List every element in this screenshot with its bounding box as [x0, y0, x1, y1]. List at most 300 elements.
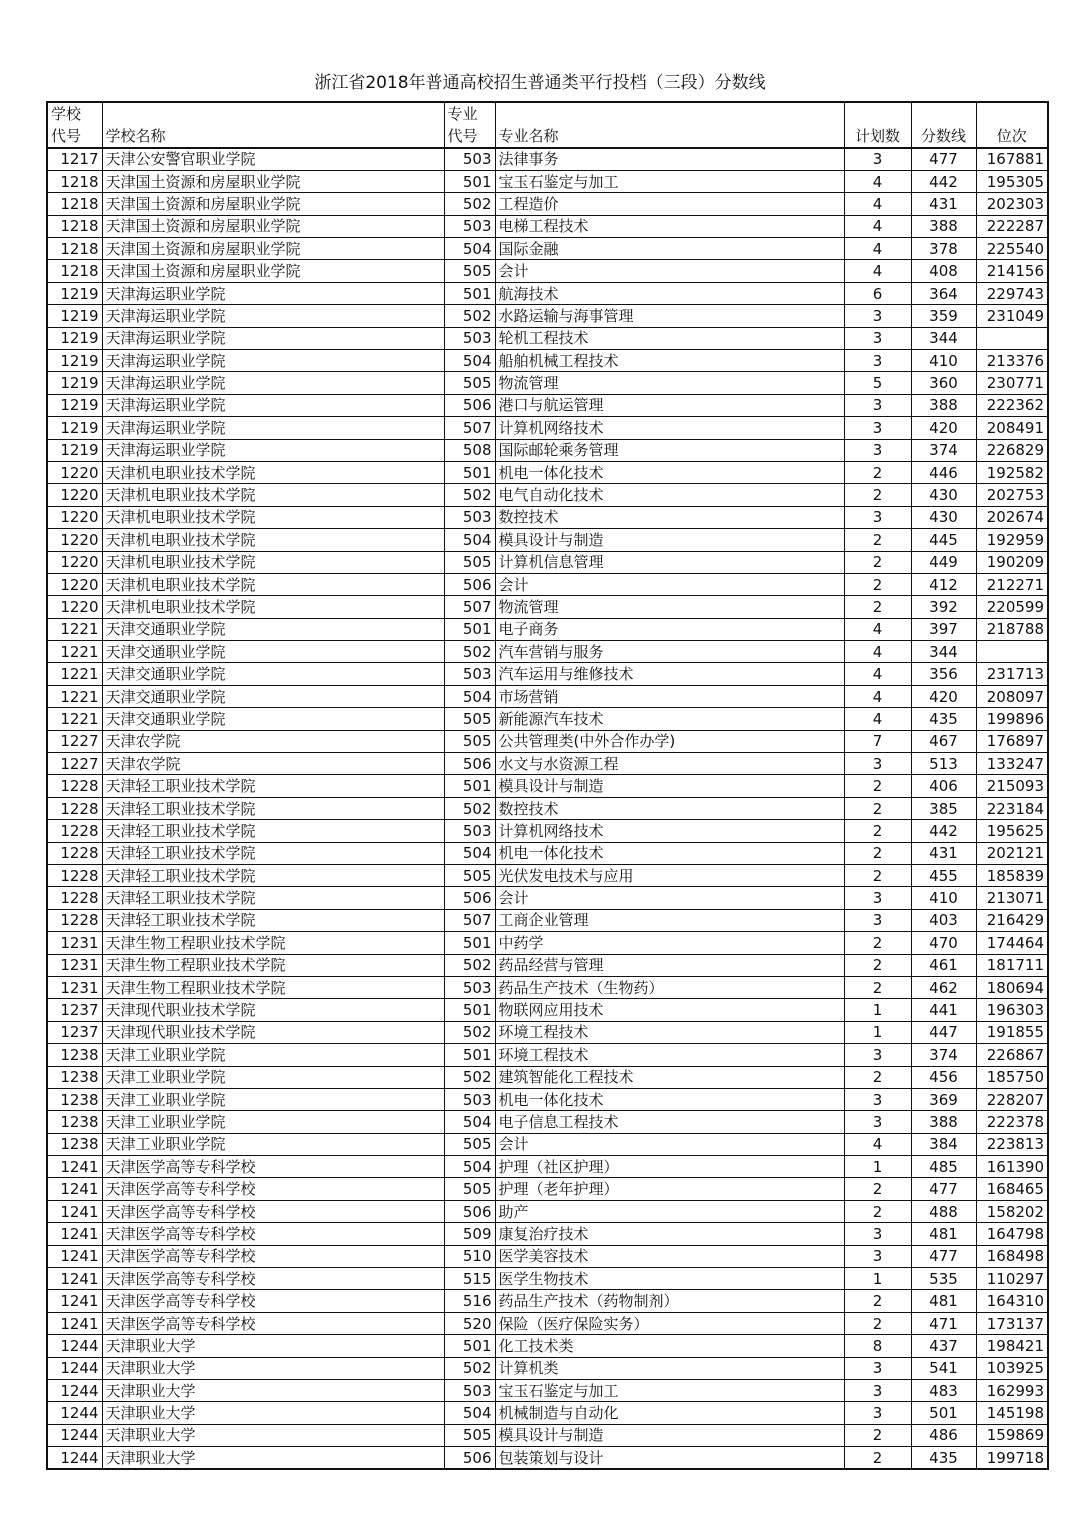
table-row — [47, 887, 1048, 909]
major-code-cell: 506 — [444, 1200, 495, 1222]
major-code-cell: 504 — [444, 1111, 495, 1133]
major-name-cell: 港口与航运管理 — [495, 394, 844, 416]
major-code-cell: 506 — [444, 1447, 495, 1469]
table-row — [47, 1268, 1048, 1290]
plan-count-cell: 3 — [844, 887, 911, 909]
major-code-cell: 503 — [444, 506, 495, 528]
major-code-cell: 520 — [444, 1312, 495, 1334]
school-name-cell: 天津医学高等专科学校 — [102, 1312, 444, 1334]
score-line-cell: 437 — [911, 1335, 976, 1357]
table-row — [47, 865, 1048, 887]
school-code-cell: 1228 — [47, 865, 102, 887]
school-code-cell: 1220 — [47, 506, 102, 528]
plan-count-cell: 7 — [844, 730, 911, 752]
table-row — [47, 1178, 1048, 1200]
rank-cell: 223184 — [976, 797, 1048, 819]
school-name-cell: 天津机电职业技术学院 — [102, 506, 444, 528]
table-row — [47, 372, 1048, 394]
score-line-cell: 513 — [911, 753, 976, 775]
table-row — [47, 753, 1048, 775]
plan-count-cell: 8 — [844, 1335, 911, 1357]
school-name-cell: 天津工业职业学院 — [102, 1044, 444, 1066]
major-name-cell: 机电一体化技术 — [495, 1088, 844, 1110]
table-row — [47, 618, 1048, 640]
plan-count-cell: 4 — [844, 1133, 911, 1155]
table-row — [47, 238, 1048, 260]
score-line-cell: 481 — [911, 1223, 976, 1245]
score-line-cell: 477 — [911, 1178, 976, 1200]
table-row — [47, 573, 1048, 595]
score-line-cell: 403 — [911, 909, 976, 931]
major-name-cell: 模具设计与制造 — [495, 529, 844, 551]
table-row — [47, 1447, 1048, 1469]
school-code-cell: 1241 — [47, 1245, 102, 1267]
major-code-cell: 501 — [444, 461, 495, 483]
score-line-cell: 455 — [911, 865, 976, 887]
major-code-cell: 505 — [444, 708, 495, 730]
header-row — [47, 102, 1048, 148]
score-line-cell: 471 — [911, 1312, 976, 1334]
plan-count-cell: 2 — [844, 842, 911, 864]
plan-count-cell: 3 — [844, 1223, 911, 1245]
score-line-cell: 344 — [911, 327, 976, 349]
table-row — [47, 663, 1048, 685]
major-name-cell: 建筑智能化工程技术 — [495, 1066, 844, 1088]
school-name-cell: 天津工业职业学院 — [102, 1066, 444, 1088]
major-code-cell: 503 — [444, 215, 495, 237]
major-code-cell: 505 — [444, 551, 495, 573]
school-code-cell: 1219 — [47, 394, 102, 416]
table-row — [47, 1379, 1048, 1401]
school-name-cell: 天津农学院 — [102, 753, 444, 775]
school-name-cell: 天津医学高等专科学校 — [102, 1200, 444, 1222]
school-name-cell: 天津职业大学 — [102, 1424, 444, 1446]
plan-count-cell: 3 — [844, 439, 911, 461]
major-code-cell: 506 — [444, 573, 495, 595]
plan-count-cell: 6 — [844, 282, 911, 304]
major-code-cell: 505 — [444, 730, 495, 752]
rank-cell: 202674 — [976, 506, 1048, 528]
table-row — [47, 148, 1048, 170]
school-code-cell: 1231 — [47, 976, 102, 998]
school-name-cell: 天津海运职业学院 — [102, 305, 444, 327]
major-name-cell: 会计 — [495, 260, 844, 282]
major-name-cell: 轮机工程技术 — [495, 327, 844, 349]
table-row — [47, 417, 1048, 439]
score-line-cell: 430 — [911, 506, 976, 528]
rank-cell: 158202 — [976, 1200, 1048, 1222]
table-row — [47, 1402, 1048, 1424]
major-name-cell: 计算机类 — [495, 1357, 844, 1379]
school-code-cell: 1237 — [47, 1021, 102, 1043]
school-name-cell: 天津工业职业学院 — [102, 1133, 444, 1155]
major-name-cell: 药品经营与管理 — [495, 954, 844, 976]
table-row — [47, 1312, 1048, 1334]
school-code-cell: 1241 — [47, 1223, 102, 1245]
score-line-cell: 406 — [911, 775, 976, 797]
school-name-cell: 天津国土资源和房屋职业学院 — [102, 193, 444, 215]
school-name-cell: 天津公安警官职业学院 — [102, 148, 444, 170]
plan-count-cell: 3 — [844, 753, 911, 775]
score-line-cell: 445 — [911, 529, 976, 551]
score-line-cell: 430 — [911, 484, 976, 506]
rank-cell: 214156 — [976, 260, 1048, 282]
major-name-cell: 机电一体化技术 — [495, 461, 844, 483]
school-code-cell: 1221 — [47, 641, 102, 663]
major-name-cell: 模具设计与制造 — [495, 1424, 844, 1446]
rank-cell — [976, 641, 1048, 663]
score-line-cell: 378 — [911, 238, 976, 260]
rank-cell: 225540 — [976, 238, 1048, 260]
major-code-cell: 509 — [444, 1223, 495, 1245]
score-line-cell: 461 — [911, 954, 976, 976]
major-code-cell: 502 — [444, 1066, 495, 1088]
table-row — [47, 1021, 1048, 1043]
school-code-cell: 1219 — [47, 439, 102, 461]
major-code-cell: 507 — [444, 417, 495, 439]
rank-cell: 212271 — [976, 573, 1048, 595]
rank-cell: 133247 — [976, 753, 1048, 775]
school-name-cell: 天津交通职业学院 — [102, 663, 444, 685]
major-code-cell: 516 — [444, 1290, 495, 1312]
major-code-cell: 505 — [444, 372, 495, 394]
score-line-cell: 477 — [911, 148, 976, 170]
major-name-cell: 汽车营销与服务 — [495, 641, 844, 663]
major-name-cell: 药品生产技术（生物药） — [495, 976, 844, 998]
school-name-cell: 天津医学高等专科学校 — [102, 1245, 444, 1267]
major-code-cell: 502 — [444, 1357, 495, 1379]
major-name-cell: 医学生物技术 — [495, 1268, 844, 1290]
major-name-cell: 环境工程技术 — [495, 1044, 844, 1066]
school-name-cell: 天津海运职业学院 — [102, 439, 444, 461]
major-name-cell: 数控技术 — [495, 797, 844, 819]
score-line-cell: 449 — [911, 551, 976, 573]
score-line-cell: 431 — [911, 193, 976, 215]
plan-count-cell: 2 — [844, 976, 911, 998]
rank-cell: 231713 — [976, 663, 1048, 685]
school-code-cell: 1238 — [47, 1088, 102, 1110]
rank-cell: 215093 — [976, 775, 1048, 797]
major-code-cell: 504 — [444, 1402, 495, 1424]
school-code-cell: 1241 — [47, 1178, 102, 1200]
score-line-cell: 408 — [911, 260, 976, 282]
major-name-cell: 新能源汽车技术 — [495, 708, 844, 730]
school-code-cell: 1217 — [47, 148, 102, 170]
school-name-cell: 天津轻工职业技术学院 — [102, 775, 444, 797]
major-name-cell: 电气自动化技术 — [495, 484, 844, 506]
major-code-cell: 504 — [444, 842, 495, 864]
plan-count-cell: 3 — [844, 1379, 911, 1401]
plan-count-cell: 3 — [844, 350, 911, 372]
rank-cell: 174464 — [976, 932, 1048, 954]
rank-cell — [976, 327, 1048, 349]
plan-count-cell: 2 — [844, 1424, 911, 1446]
school-code-cell: 1220 — [47, 461, 102, 483]
rank-cell: 228207 — [976, 1088, 1048, 1110]
major-code-cell: 501 — [444, 1335, 495, 1357]
score-line-cell: 356 — [911, 663, 976, 685]
rank-cell: 145198 — [976, 1402, 1048, 1424]
major-name-cell: 宝玉石鉴定与加工 — [495, 1379, 844, 1401]
score-line-cell: 441 — [911, 999, 976, 1021]
major-code-cell: 504 — [444, 529, 495, 551]
score-line-cell: 359 — [911, 305, 976, 327]
major-name-cell: 模具设计与制造 — [495, 775, 844, 797]
plan-count-cell: 3 — [844, 305, 911, 327]
rank-cell: 226867 — [976, 1044, 1048, 1066]
major-name-cell: 会计 — [495, 887, 844, 909]
score-line-cell: 397 — [911, 618, 976, 640]
plan-count-cell: 3 — [844, 148, 911, 170]
school-name-cell: 天津海运职业学院 — [102, 282, 444, 304]
plan-count-cell: 3 — [844, 1357, 911, 1379]
school-code-cell: 1220 — [47, 529, 102, 551]
rank-cell: 195305 — [976, 170, 1048, 192]
major-name-cell: 护理（老年护理） — [495, 1178, 844, 1200]
rank-cell: 202303 — [976, 193, 1048, 215]
score-line-cell: 344 — [911, 641, 976, 663]
school-code-cell: 1228 — [47, 909, 102, 931]
score-line-cell: 410 — [911, 887, 976, 909]
school-name-cell: 天津轻工职业技术学院 — [102, 909, 444, 931]
school-name-cell: 天津交通职业学院 — [102, 708, 444, 730]
plan-count-cell: 2 — [844, 932, 911, 954]
rank-cell: 222287 — [976, 215, 1048, 237]
table-row — [47, 596, 1048, 618]
table-row — [47, 1156, 1048, 1178]
major-code-cell: 504 — [444, 1156, 495, 1178]
major-name-cell: 国际金融 — [495, 238, 844, 260]
table-row — [47, 394, 1048, 416]
rank-cell: 196303 — [976, 999, 1048, 1021]
table-row — [47, 641, 1048, 663]
table-row — [47, 1223, 1048, 1245]
plan-count-cell: 5 — [844, 372, 911, 394]
school-code-cell: 1220 — [47, 596, 102, 618]
school-code-cell: 1241 — [47, 1200, 102, 1222]
school-name-cell: 天津医学高等专科学校 — [102, 1178, 444, 1200]
major-code-cell: 501 — [444, 932, 495, 954]
score-table — [46, 101, 1049, 1470]
rank-cell: 185839 — [976, 865, 1048, 887]
school-name-cell: 天津工业职业学院 — [102, 1111, 444, 1133]
table-row — [47, 775, 1048, 797]
rank-cell: 195625 — [976, 820, 1048, 842]
rank-cell: 192959 — [976, 529, 1048, 551]
plan-count-cell: 4 — [844, 215, 911, 237]
major-name-cell: 康复治疗技术 — [495, 1223, 844, 1245]
table-row — [47, 551, 1048, 573]
header-school-code: 学校 代号 — [47, 102, 102, 148]
score-line-cell: 483 — [911, 1379, 976, 1401]
major-name-cell: 市场营销 — [495, 685, 844, 707]
plan-count-cell: 2 — [844, 954, 911, 976]
score-line-cell: 486 — [911, 1424, 976, 1446]
table-row — [47, 1066, 1048, 1088]
school-name-cell: 天津海运职业学院 — [102, 394, 444, 416]
table-row — [47, 685, 1048, 707]
school-name-cell: 天津医学高等专科学校 — [102, 1290, 444, 1312]
major-code-cell: 504 — [444, 350, 495, 372]
table-row — [47, 327, 1048, 349]
school-code-cell: 1218 — [47, 215, 102, 237]
score-line-cell: 467 — [911, 730, 976, 752]
table-row — [47, 1200, 1048, 1222]
school-code-cell: 1244 — [47, 1424, 102, 1446]
score-line-cell: 488 — [911, 1200, 976, 1222]
major-code-cell: 502 — [444, 797, 495, 819]
score-line-cell: 462 — [911, 976, 976, 998]
school-code-cell: 1241 — [47, 1312, 102, 1334]
school-code-cell: 1221 — [47, 618, 102, 640]
rank-cell: 230771 — [976, 372, 1048, 394]
rank-cell: 159869 — [976, 1424, 1048, 1446]
table-row — [47, 820, 1048, 842]
major-code-cell: 502 — [444, 954, 495, 976]
plan-count-cell: 3 — [844, 1111, 911, 1133]
major-code-cell: 502 — [444, 1021, 495, 1043]
rank-cell: 199718 — [976, 1447, 1048, 1469]
major-code-cell: 515 — [444, 1268, 495, 1290]
table-row — [47, 260, 1048, 282]
plan-count-cell: 3 — [844, 394, 911, 416]
school-code-cell: 1228 — [47, 775, 102, 797]
school-name-cell: 天津机电职业技术学院 — [102, 529, 444, 551]
table-row — [47, 439, 1048, 461]
major-name-cell: 物联网应用技术 — [495, 999, 844, 1021]
major-name-cell: 环境工程技术 — [495, 1021, 844, 1043]
school-code-cell: 1228 — [47, 887, 102, 909]
score-line-cell: 392 — [911, 596, 976, 618]
plan-count-cell: 4 — [844, 170, 911, 192]
score-line-cell: 446 — [911, 461, 976, 483]
major-name-cell: 化工技术类 — [495, 1335, 844, 1357]
school-name-cell: 天津轻工职业技术学院 — [102, 842, 444, 864]
school-code-cell: 1231 — [47, 954, 102, 976]
school-code-cell: 1218 — [47, 238, 102, 260]
plan-count-cell: 2 — [844, 1200, 911, 1222]
score-line-cell: 369 — [911, 1088, 976, 1110]
score-line-cell: 442 — [911, 170, 976, 192]
rank-cell: 222378 — [976, 1111, 1048, 1133]
rank-cell: 213376 — [976, 350, 1048, 372]
major-name-cell: 水路运输与海事管理 — [495, 305, 844, 327]
school-code-cell: 1238 — [47, 1133, 102, 1155]
major-code-cell: 503 — [444, 148, 495, 170]
plan-count-cell: 3 — [844, 1088, 911, 1110]
table-row — [47, 461, 1048, 483]
table-row — [47, 1245, 1048, 1267]
major-code-cell: 502 — [444, 305, 495, 327]
rank-cell: 229743 — [976, 282, 1048, 304]
school-code-cell: 1220 — [47, 573, 102, 595]
school-name-cell: 天津生物工程职业技术学院 — [102, 932, 444, 954]
table-row — [47, 954, 1048, 976]
header-major-code: 专业 代号 — [444, 102, 495, 148]
school-name-cell: 天津轻工职业技术学院 — [102, 820, 444, 842]
plan-count-cell: 4 — [844, 663, 911, 685]
table-row — [47, 797, 1048, 819]
plan-count-cell: 3 — [844, 909, 911, 931]
school-code-cell: 1231 — [47, 932, 102, 954]
rank-cell: 198421 — [976, 1335, 1048, 1357]
school-code-cell: 1237 — [47, 999, 102, 1021]
score-line-cell: 384 — [911, 1133, 976, 1155]
school-code-cell: 1219 — [47, 372, 102, 394]
major-code-cell: 501 — [444, 170, 495, 192]
school-code-cell: 1244 — [47, 1379, 102, 1401]
table-row — [47, 193, 1048, 215]
major-name-cell: 助产 — [495, 1200, 844, 1222]
school-name-cell: 天津海运职业学院 — [102, 327, 444, 349]
school-code-cell: 1238 — [47, 1066, 102, 1088]
school-name-cell: 天津医学高等专科学校 — [102, 1156, 444, 1178]
school-name-cell: 天津机电职业技术学院 — [102, 461, 444, 483]
school-code-cell: 1228 — [47, 842, 102, 864]
table-row — [47, 305, 1048, 327]
major-code-cell: 506 — [444, 887, 495, 909]
major-code-cell: 503 — [444, 1088, 495, 1110]
school-code-cell: 1219 — [47, 350, 102, 372]
major-name-cell: 会计 — [495, 1133, 844, 1155]
school-name-cell: 天津交通职业学院 — [102, 641, 444, 663]
major-name-cell: 公共管理类(中外合作办学) — [495, 730, 844, 752]
plan-count-cell: 2 — [844, 529, 911, 551]
major-code-cell: 501 — [444, 282, 495, 304]
school-code-cell: 1244 — [47, 1335, 102, 1357]
score-line-cell: 420 — [911, 417, 976, 439]
rank-cell: 220599 — [976, 596, 1048, 618]
school-code-cell: 1219 — [47, 282, 102, 304]
school-code-cell: 1244 — [47, 1447, 102, 1469]
score-line-cell: 374 — [911, 1044, 976, 1066]
school-name-cell: 天津交通职业学院 — [102, 685, 444, 707]
major-code-cell: 503 — [444, 820, 495, 842]
rank-cell: 191855 — [976, 1021, 1048, 1043]
rank-cell: 173137 — [976, 1312, 1048, 1334]
school-code-cell: 1218 — [47, 170, 102, 192]
score-line-cell: 360 — [911, 372, 976, 394]
school-name-cell: 天津职业大学 — [102, 1357, 444, 1379]
major-code-cell: 503 — [444, 327, 495, 349]
school-code-cell: 1238 — [47, 1111, 102, 1133]
school-name-cell: 天津机电职业技术学院 — [102, 484, 444, 506]
major-name-cell: 数控技术 — [495, 506, 844, 528]
rank-cell: 218788 — [976, 618, 1048, 640]
table-row — [47, 976, 1048, 998]
plan-count-cell: 2 — [844, 1290, 911, 1312]
header-major-name: 专业名称 — [495, 102, 844, 148]
school-code-cell: 1218 — [47, 193, 102, 215]
score-line-cell: 412 — [911, 573, 976, 595]
rank-cell: 223813 — [976, 1133, 1048, 1155]
score-line-cell: 431 — [911, 842, 976, 864]
plan-count-cell: 3 — [844, 1044, 911, 1066]
school-name-cell: 天津海运职业学院 — [102, 350, 444, 372]
school-name-cell: 天津海运职业学院 — [102, 417, 444, 439]
school-code-cell: 1219 — [47, 327, 102, 349]
major-name-cell: 机械制造与自动化 — [495, 1402, 844, 1424]
school-code-cell: 1220 — [47, 551, 102, 573]
school-code-cell: 1221 — [47, 685, 102, 707]
major-code-cell: 501 — [444, 775, 495, 797]
school-name-cell: 天津现代职业技术学院 — [102, 999, 444, 1021]
major-name-cell: 保险（医疗保险实务） — [495, 1312, 844, 1334]
school-code-cell: 1219 — [47, 417, 102, 439]
major-name-cell: 水文与水资源工程 — [495, 753, 844, 775]
rank-cell: 103925 — [976, 1357, 1048, 1379]
school-name-cell: 天津交通职业学院 — [102, 618, 444, 640]
